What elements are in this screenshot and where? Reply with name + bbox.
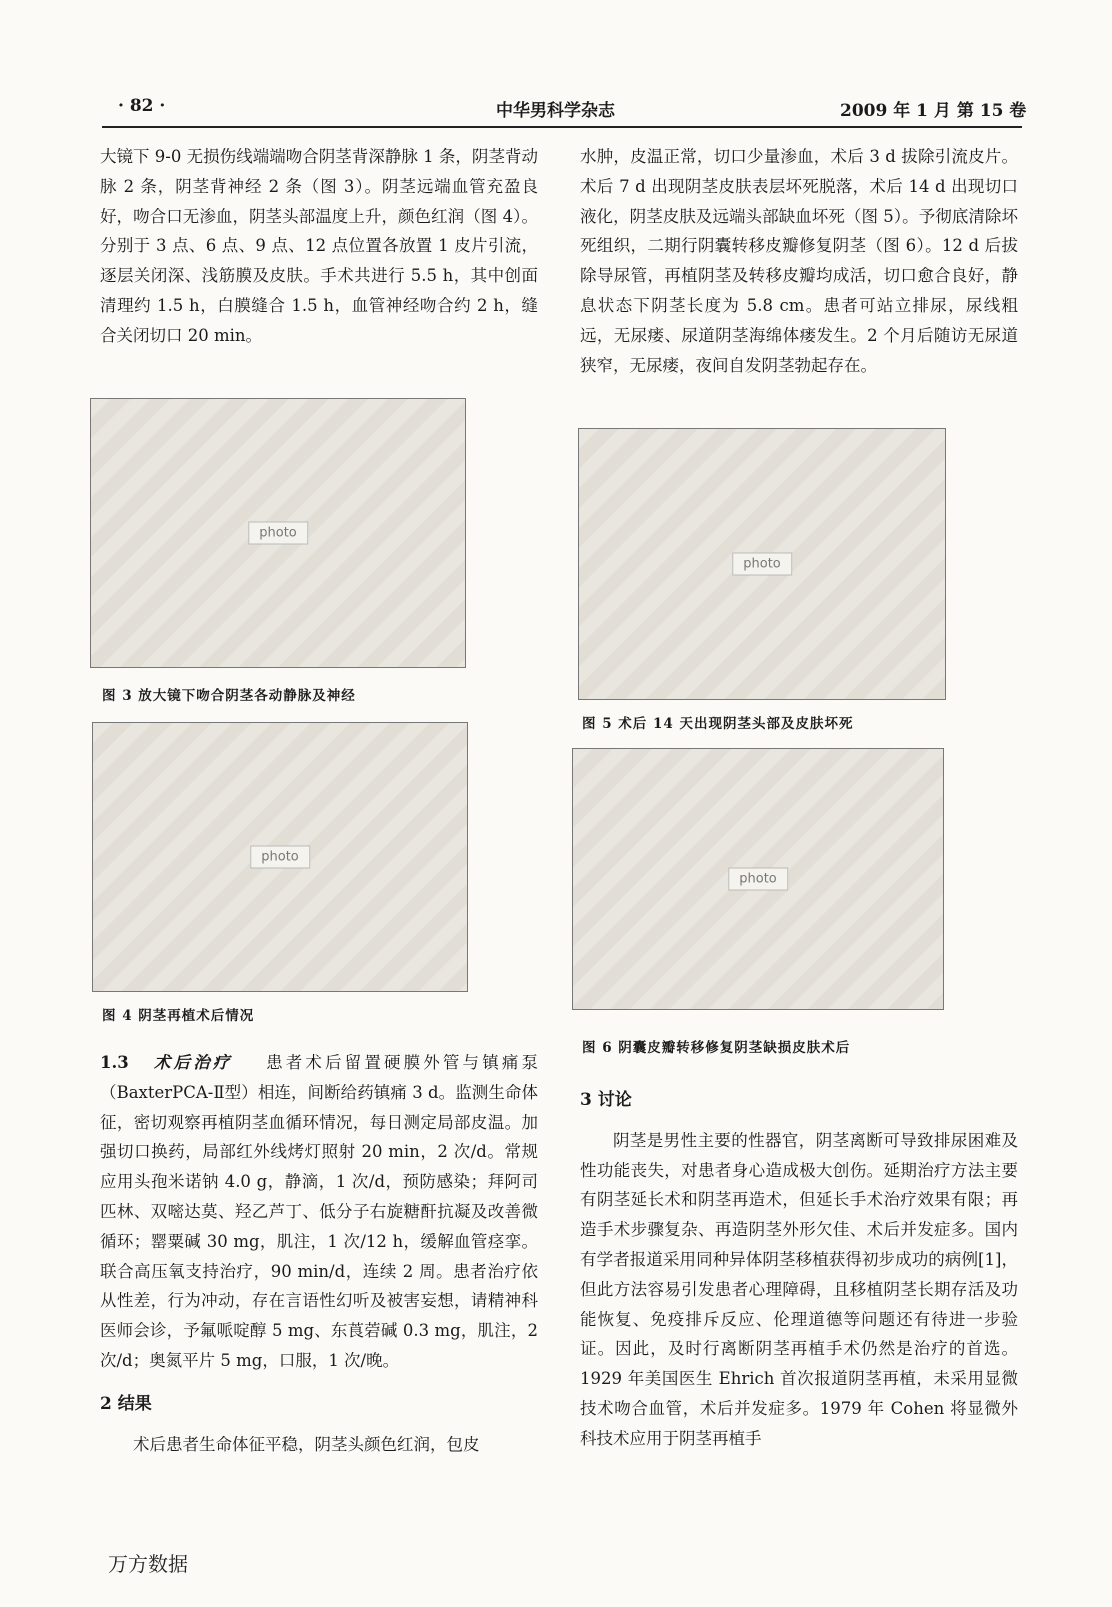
left-column-top bbox=[100, 142, 538, 351]
section-2-heading: 2 结果 bbox=[100, 1393, 152, 1414]
header-rule bbox=[102, 126, 1022, 128]
figure-3-photo bbox=[90, 398, 466, 668]
right-column-bottom bbox=[580, 1086, 1018, 1454]
page-number: · 82 · bbox=[118, 96, 166, 116]
section-3-text: 阴茎是男性主要的性器官，阴茎离断可导致排尿困难及性功能丧失，对患者身心造成极大创伤。延期治疗方法主要有阴茎延长术和阴茎再造术，但延长手术治疗效果有限；再造手术步骤复杂、再造阴茎外形欠佳、术后并发症多。国内有学者报道采用同种异体阴茎移植获得初步成功的病例[1]，但此方法容易引发患者心理障碍，且移植阴茎长期存活及功能恢复、免疫排斥反应、伦理道德等问题还有待进一步验证。因此，及时行离断阴茎再植手术仍然是治疗的首选。1929 年美国医生 Ehrich 首次报道阴茎再植，未采用显微技术吻合血管，术后并发症多。1979 年 Cohen 将显微外科技术应用于阴茎再植手 bbox=[580, 1130, 1018, 1448]
section-text: 患者术后留置硬膜外管与镇痛泵（BaxterPCA-Ⅱ型）相连，间断给药镇痛 3 d。监测生命体征，密切观察再植阴茎血循环情况，每日测定局部皮温。加强切口换药，局部红外线烤灯照射 20 min，2 次/d。常规应用头孢米诺钠 4.0 g，静滴，1 次/d，预防感染；拜阿司匹林、双嘧达莫、羟乙芦丁、低分子右旋糖酐抗凝及改善微循环；罂粟碱 30 mg，肌注，1 次/12 h，缓解血管痉挛。联合高压氧支持治疗，90 min/d，连续 2 周。患者治疗依从性差，行为冲动，存在言语性幻听及被害妄想，请精神科医师会诊，予氟哌啶醇 5 mg、东莨菪碱 0.3 mg，肌注，2 次/d；奥氮平片 5 mg，口服，1 次/晚。 bbox=[100, 1053, 538, 1370]
figure-5-caption: 图 5 术后 14 天出现阴茎头部及皮肤坏死 bbox=[582, 716, 854, 732]
photo-placeholder-label: photo bbox=[248, 522, 308, 545]
body-paragraph: 水肿，皮温正常，切口少量渗血，术后 3 d 拔除引流皮片。术后 7 d 出现阴茎皮肤表层坏死脱落，术后 14 d 出现切口液化，阴茎皮肤及远端头部缺血坏死（图 5）。予彻底清除坏死组织，二期行阴囊转移皮瓣修复阴茎（图 6）。12 d 后拔除导尿管，再植阴茎及转移皮瓣均成活，切口愈合良好，静息状态下阴茎长度为 5.8 cm。患者可站立排尿，尿线粗远，无尿瘘、尿道阴茎海绵体瘘发生。2 个月后随访无尿道狭窄，无尿瘘，夜间自发阴茎勃起存在。 bbox=[580, 147, 1018, 375]
figure-4-photo bbox=[92, 722, 468, 992]
journal-title: 中华男科学杂志 bbox=[496, 101, 615, 121]
figure-6-caption: 图 6 阴囊皮瓣转移修复阴茎缺损皮肤术后 bbox=[582, 1040, 851, 1056]
photo-placeholder-label: photo bbox=[732, 553, 792, 576]
section-1-3 bbox=[100, 1048, 538, 1376]
body-paragraph: 大镜下 9-0 无损伤线端端吻合阴茎背深静脉 1 条，阴茎背动脉 2 条，阴茎背神经 2 条（图 3）。阴茎远端血管充盈良好，吻合口无渗血，阴茎头部温度上升，颜色红润（图 4）。分别于 3 点、6 点、9 点、12 点位置各放置 1 皮片引流，逐层关闭深、浅筋膜及皮肤。手术共进行 5.5 h，其中创面清理约 1.5 h，白膜缝合 1.5 h，血管神经吻合约 2 h，缝合关闭切口 20 min。 bbox=[100, 147, 538, 345]
section-2-text: 术后患者生命体征平稳，阴茎头颜色红润，包皮 bbox=[133, 1434, 480, 1454]
figure-4-caption: 图 4 阴茎再植术后情况 bbox=[102, 1008, 255, 1024]
section-3-heading: 3 讨论 bbox=[580, 1090, 632, 1110]
figure-3-caption: 图 3 放大镜下吻合阴茎各动静脉及神经 bbox=[102, 688, 356, 704]
photo-placeholder-label: photo bbox=[728, 868, 788, 891]
figure-5-photo bbox=[578, 428, 946, 700]
watermark: 万方数据 bbox=[108, 1552, 188, 1576]
right-column-top bbox=[580, 142, 1018, 380]
left-column-bottom bbox=[100, 1048, 538, 1459]
section-number: 1.3 bbox=[100, 1053, 129, 1072]
photo-placeholder-label: photo bbox=[250, 846, 310, 869]
section-title: 术后治疗 bbox=[153, 1053, 233, 1072]
issue-info: 2009 年 1 月 第 15 卷 bbox=[840, 101, 1027, 121]
figure-6-photo bbox=[572, 748, 944, 1010]
